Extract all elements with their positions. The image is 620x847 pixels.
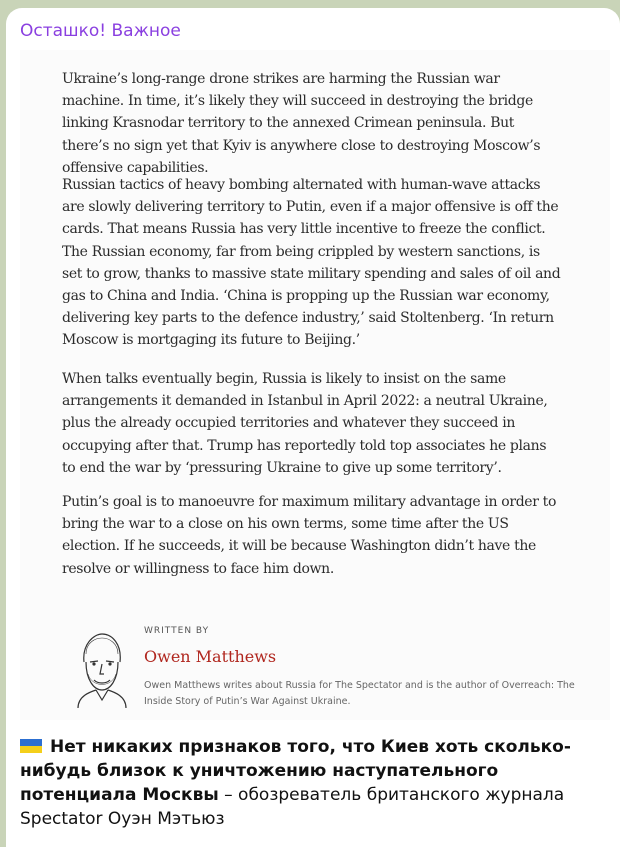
caption-bold-text: Нет никаких признаков того, что Киев хоть сколько-нибудь близок к уничтожению наступательного потенциала Москвы (20, 737, 571, 805)
written-by-label: WRITTEN BY (144, 626, 210, 636)
author-bio: Owen Matthews writes about Russia for The Spectator and is the author of Overreach: The Inside Story of Putin’s War Against Ukraine. (144, 680, 575, 707)
author-name: Owen Matthews (144, 647, 277, 666)
author-sketch-portrait (70, 628, 132, 708)
caption-text: – обозреватель британского журнала Spectator Оуэн Мэтьюз (20, 785, 565, 829)
ukraine-flag-icon (20, 739, 42, 753)
channel-name[interactable]: Осташко! Важное (20, 21, 181, 41)
article-paragraph: Russian tactics of heavy bombing alternated with human-wave attacks are slowly delivering territory to Putin, even if a major offensive is off the cards. That means Russia has very little incentive to freeze the conflict. The Russian economy, far from being crippled by western sanctions, is set to grow, thanks to massive state military spending and sales of oil and gas to China and India. ‘China is propping up the Russian war economy, delivering key parts to the defence industry,’ said Stoltenberg. ‘In return Moscow is mortgaging its future to Beijing.’ (62, 177, 561, 349)
message-caption (20, 735, 610, 831)
article-paragraph: When talks eventually begin, Russia is likely to insist on the same arrangements it demanded in Istanbul in April 2022: a neutral Ukraine, plus the already occupied territories and whatever they succeed in occupying after that. Trump has reportedly told top associates he plans to end the war by ‘pressuring Ukraine to give up some territory’. (62, 371, 548, 476)
article-paragraph: Putin’s goal is to manoeuvre for maximum military advantage in order to bring the war to a close on his own terms, some time after the US election. If he succeeds, it will be because Washington didn’t have the resolve or willingness to face him down. (62, 494, 557, 577)
article-screenshot-image[interactable] (20, 50, 610, 720)
article-paragraph: Ukraine’s long-range drone strikes are harming the Russian war machine. In time, it’s likely they will succeed in destroying the bridge linking Krasnodar territory to the annexed Crimean peninsula. But there’s no sign yet that Kyiv is anywhere close to destroying Moscow’s offensive capabilities. (62, 71, 541, 176)
